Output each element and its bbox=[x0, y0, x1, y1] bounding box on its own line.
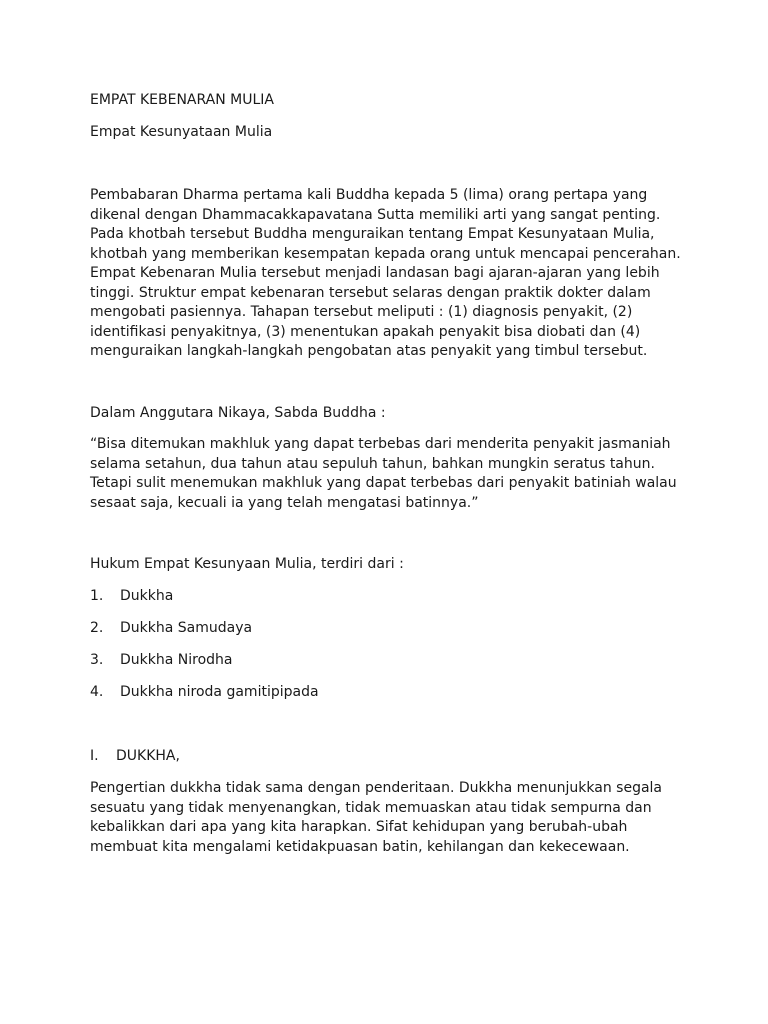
intro-line: Pada khotbah tersebut Buddha menguraikan tentang Empat Kesunyataan Mulia, bbox=[90, 226, 655, 242]
intro-line: khotbah yang memberikan kesempatan kepada orang untuk mencapai pencerahan. bbox=[90, 245, 681, 262]
section-line: sesuatu yang tidak menyenangkan, tidak memuaskan atau tidak sempurna dan bbox=[90, 799, 652, 816]
list-number: 4. bbox=[90, 684, 104, 700]
section-line: Pengertian dukkha tidak sama dengan penderitaan. Dukkha menunjukkan segala bbox=[90, 780, 663, 796]
document-subheading: Empat Kesunyataan Mulia bbox=[90, 124, 273, 140]
section-line: kebalikkan dari apa yang kita harapkan. Sifat kehidupan yang berubah-ubah bbox=[90, 819, 628, 835]
intro-line: Pembabaran Dharma pertama kali Buddha kepada 5 (lima) orang pertapa yang bbox=[90, 187, 648, 203]
list-item bbox=[90, 587, 173, 607]
section-paragraph bbox=[90, 779, 690, 857]
intro-line: mengobati pasiennya. Tahapan tersebut meliputi : (1) diagnosis penyakit, (2) bbox=[90, 304, 633, 320]
list-item bbox=[90, 651, 233, 671]
list-text: Dukkha Nirodha bbox=[120, 652, 233, 668]
section-line: membuat kita mengalami ketidakpuasan batin, kehilangan dan kekecewaan. bbox=[90, 838, 630, 855]
list-text: Dukkha bbox=[120, 588, 174, 604]
list-intro: Hukum Empat Kesunyaan Mulia, terdiri dari : bbox=[90, 556, 404, 572]
intro-line: identifikasi penyakitnya, (3) menentukan apakah penyakit bisa diobati dan (4) bbox=[90, 323, 641, 340]
list-item bbox=[90, 683, 319, 703]
list-number: 2. bbox=[90, 620, 104, 636]
intro-line: menguraikan langkah-langkah pengobatan atas penyakit yang timbul tersebut. bbox=[90, 343, 648, 359]
list-number: 3. bbox=[90, 652, 104, 668]
list-text: Dukkha Samudaya bbox=[120, 620, 253, 636]
document-heading: EMPAT KEBENARAN MULIA bbox=[90, 92, 274, 108]
intro-paragraph bbox=[90, 186, 690, 362]
quote-paragraph bbox=[90, 435, 690, 513]
list-number: 1. bbox=[90, 588, 104, 604]
quote-line: “Bisa ditemukan makhluk yang dapat terbebas dari menderita penyakit jasmaniah bbox=[90, 436, 671, 452]
section-number: I. bbox=[90, 748, 99, 764]
list-text: Dukkha niroda gamitipipada bbox=[120, 684, 319, 700]
section-title: DUKKHA, bbox=[116, 748, 180, 764]
intro-line: Empat Kebenaran Mulia tersebut menjadi landasan bagi ajaran-ajaran yang lebih bbox=[90, 265, 660, 281]
list-item bbox=[90, 619, 252, 639]
quote-intro: Dalam Anggutara Nikaya, Sabda Buddha : bbox=[90, 405, 386, 421]
intro-line: dikenal dengan Dhammacakkapavatana Sutta memiliki arti yang sangat penting. bbox=[90, 206, 661, 223]
quote-line: Tetapi sulit menemukan makhluk yang dapat terbebas dari penyakit batiniah walau bbox=[90, 475, 677, 491]
quote-line: sesaat saja, kecuali ia yang telah mengatasi batinnya.” bbox=[90, 494, 479, 511]
intro-line: tinggi. Struktur empat kebenaran tersebut selaras dengan praktik dokter dalam bbox=[90, 284, 651, 301]
quote-line: selama setahun, dua tahun atau sepuluh tahun, bahkan mungkin seratus tahun. bbox=[90, 455, 655, 472]
section-heading bbox=[90, 747, 180, 767]
